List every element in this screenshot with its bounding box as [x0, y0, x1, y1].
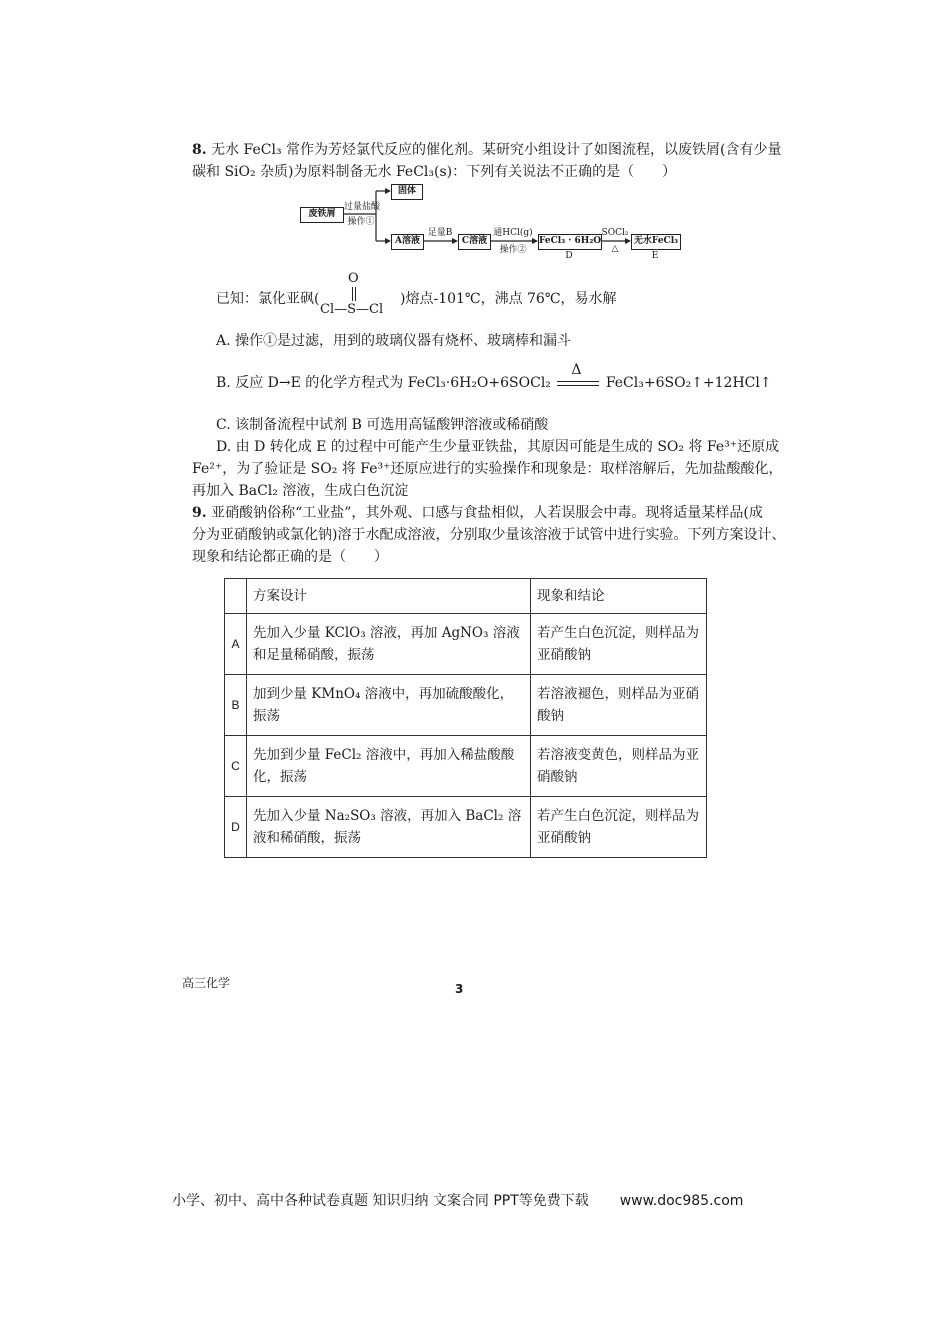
question-9-line2: 分为亚硝酸钠或氯化钠)溶于水配成溶液，分别取少量该溶液于试管中进行实验。下列方案设计、 — [192, 527, 786, 543]
flow-hcl-label: 过量盐酸 — [344, 202, 381, 212]
row-key: B — [225, 675, 247, 736]
table-row — [225, 797, 707, 858]
table-header-result: 现象和结论 — [531, 579, 707, 614]
flow-solid-box: 固体 — [391, 184, 423, 200]
site-link[interactable]: www.doc985.com — [619, 1193, 744, 1209]
table-header-key — [225, 579, 247, 614]
flow-reagent-b-label: 足量B — [427, 228, 453, 238]
row-key: C — [225, 736, 247, 797]
flow-e-label: E — [651, 251, 659, 261]
double-bond-icon — [352, 287, 356, 301]
question-9-number: 9. — [192, 505, 207, 521]
q8-option-b-reactants: B. 反应 D→E 的化学方程式为 FeCl₃·6H₂O+6SOCl₂ — [216, 375, 551, 391]
q8-option-b — [216, 362, 772, 394]
row-design: 先加入少量 KClO₃ 溶液，再加 AgNO₃ 溶液和足量稀硝酸，振荡 — [247, 614, 531, 675]
known-info-suffix: )熔点-101℃，沸点 76℃，易水解 — [400, 291, 617, 307]
flow-c-solution-box: C溶液 — [458, 234, 491, 250]
q8-option-b-products: FeCl₃+6SO₂↑+12HCl↑ — [605, 375, 772, 391]
question-8-line2: 碳和 SiO₂ 杂质)为原料制备无水 FeCl₃(s)：下列有关说法不正确的是（ ） — [192, 164, 677, 180]
table-row — [225, 675, 707, 736]
table-header-design: 方案设计 — [247, 579, 531, 614]
footer-page-number: 3 — [455, 982, 464, 996]
q8-option-d-line3: 再加入 BaCl₂ 溶液，生成白色沉淀 — [192, 483, 409, 499]
flow-waste-iron-box: 废铁屑 — [300, 207, 344, 223]
row-result: 若溶液变黄色，则样品为亚硝酸钠 — [531, 736, 707, 797]
flow-socl2-label: SOCl₂ — [601, 228, 629, 238]
row-result: 若产生白色沉淀，则样品为亚硝酸钠 — [531, 797, 707, 858]
structure-main-chain: Cl—S—Cl — [320, 302, 384, 317]
flow-hcl-gas-label: 通HCl(g) — [493, 228, 533, 238]
flow-e-box: 无水FeCl₃ — [631, 234, 681, 250]
q8-option-d-line2: Fe²⁺，为了验证是 SO₂ 将 Fe³⁺还原应进行的实验操作和现象是：取样溶解后，先加盐酸酸化， — [192, 461, 783, 477]
question-8-text: 无水 FeCl₃ 常作为芳烃氯代反应的催化剂。某研究小组设计了如图流程，以废铁屑(含有少量 — [211, 142, 782, 158]
row-design: 先加入少量 Na₂SO₃ 溶液，再加入 BaCl₂ 溶液和稀硝酸，振荡 — [247, 797, 531, 858]
q8-option-c: C. 该制备流程中试剂 B 可选用高锰酸钾溶液或稀硝酸 — [216, 417, 549, 433]
thionyl-chloride-structure — [320, 272, 392, 320]
row-design: 加到少量 KMnO₄ 溶液中，再加硫酸酸化，振荡 — [247, 675, 531, 736]
question-8-line1 — [192, 139, 781, 161]
row-design: 先加到少量 FeCl₂ 溶液中，再加入稀盐酸酸化，振荡 — [247, 736, 531, 797]
flow-heat-label: △ — [611, 244, 619, 254]
structure-oxygen: O — [348, 271, 359, 286]
q8-option-a: A. 操作①是过滤，用到的玻璃仪器有烧杯、玻璃棒和漏斗 — [216, 333, 572, 349]
row-key: D — [225, 797, 247, 858]
process-flowchart — [296, 183, 686, 263]
heat-equals-sign — [555, 362, 601, 393]
table-row — [225, 736, 707, 797]
table-header-row — [225, 579, 707, 614]
question-8-number: 8. — [192, 142, 207, 158]
flow-a-solution-box: A溶液 — [391, 234, 424, 250]
flow-op2-label: 操作② — [499, 245, 527, 255]
footer-subject: 高三化学 — [182, 976, 231, 990]
question-9-line3: 现象和结论都正确的是（ ） — [192, 549, 388, 565]
known-info-prefix: 已知：氯化亚砜( — [216, 291, 320, 307]
question-9-text: 亚硝酸钠俗称“工业盐”，其外观、口感与食盐相似，人若误服会中毒。现将适量某样品(成 — [211, 505, 763, 521]
flow-op1-label: 操作① — [347, 217, 375, 227]
row-result: 若溶液褪色，则样品为亚硝酸钠 — [531, 675, 707, 736]
flow-d-label: D — [565, 251, 573, 261]
table-row — [225, 614, 707, 675]
download-banner-text: 小学、初中、高中各种试卷真题 知识归纳 文案合同 PPT等免费下载 — [172, 1193, 589, 1209]
question-9-line1 — [192, 502, 763, 524]
q8-option-d-line1: D. 由 D 转化成 E 的过程中可能产生少量亚铁盐，其原因可能是生成的 SO₂ 将 Fe³⁺还原成 — [216, 439, 780, 455]
flow-d-box: FeCl₃ · 6H₂O — [538, 234, 602, 250]
experiment-options-table — [224, 578, 707, 858]
download-banner — [172, 1190, 743, 1210]
row-key: A — [225, 614, 247, 675]
row-result: 若产生白色沉淀，则样品为亚硝酸钠 — [531, 614, 707, 675]
heat-symbol: Δ — [571, 362, 582, 378]
